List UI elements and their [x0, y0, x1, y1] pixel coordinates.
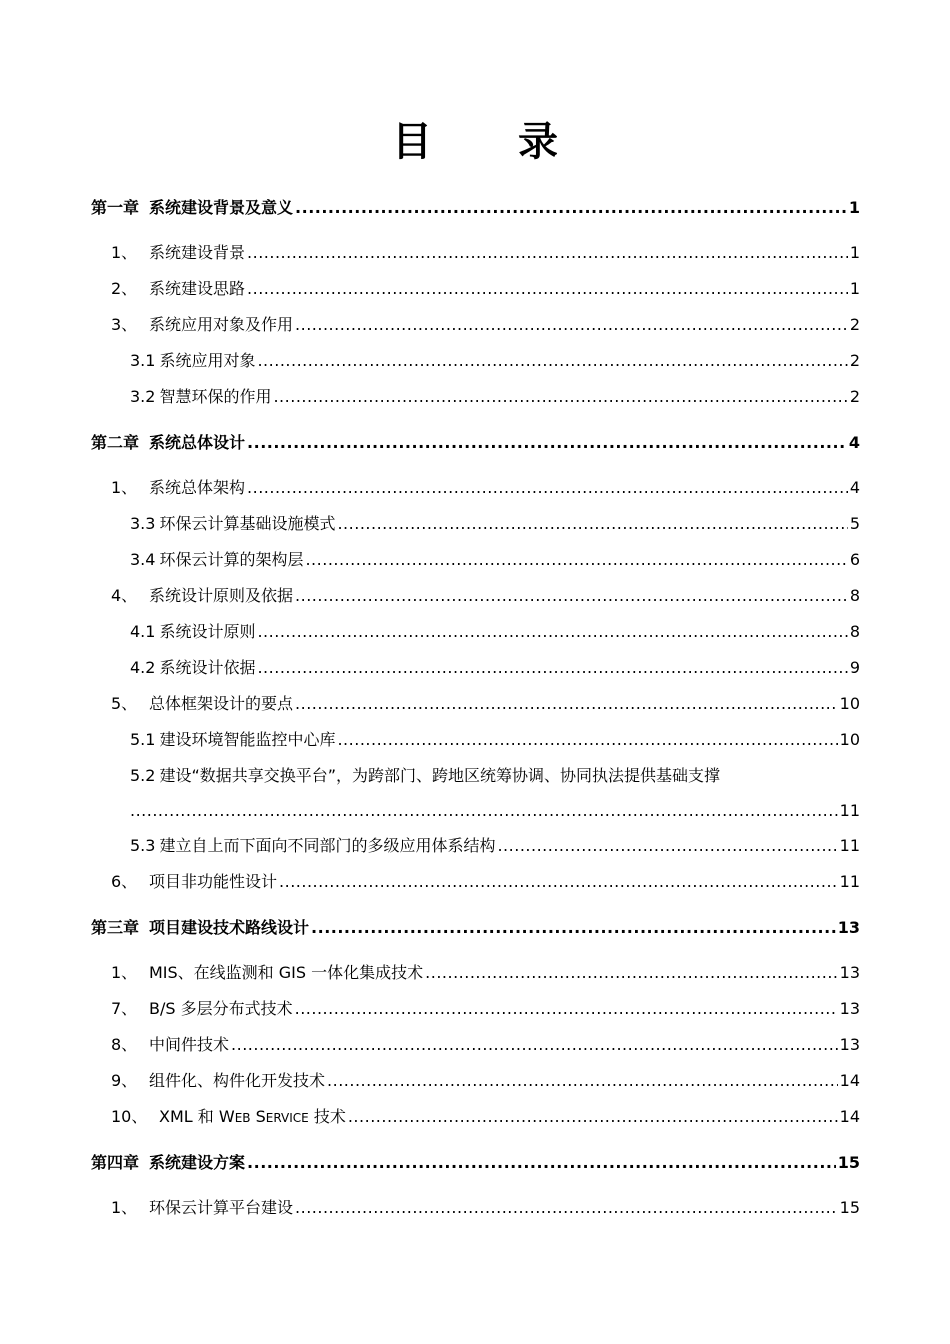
toc-title-part: XML 和 W — [159, 1107, 235, 1126]
toc-title: 系统总体设计 — [149, 433, 246, 452]
toc-title: 环保云计算的架构层 — [159, 550, 304, 569]
toc-number: 4、 — [111, 586, 138, 605]
toc-entry-subsection[interactable] — [130, 834, 860, 858]
toc-entry-subsection[interactable] — [130, 548, 860, 572]
toc-title: 系统建设方案 — [149, 1153, 246, 1172]
toc-entry-section[interactable] — [111, 277, 860, 301]
toc-title: 建设环境智能监控中心库 — [159, 730, 336, 749]
toc-title: 系统应用对象 — [159, 351, 256, 370]
toc-entry-subsection[interactable] — [130, 728, 860, 752]
toc-entry-subsection[interactable] — [130, 620, 860, 644]
toc-entry-subsection[interactable] — [130, 385, 860, 409]
toc-page-number: 1 — [849, 279, 860, 298]
toc-entry-section[interactable] — [111, 1105, 860, 1130]
toc-page-number: 2 — [849, 387, 860, 406]
toc-title: 系统建设背景及意义 — [149, 198, 294, 217]
toc-page-number: 4 — [849, 478, 860, 497]
dot-leader — [305, 548, 847, 572]
toc-entry-section[interactable] — [111, 1069, 860, 1093]
toc-number: 10、 — [111, 1107, 148, 1126]
toc-entry-subsection[interactable] — [130, 656, 860, 680]
toc-title: 中间件技术 — [149, 1035, 230, 1054]
toc-entry-section[interactable] — [111, 313, 860, 337]
toc-title: 系统设计原则 — [159, 622, 256, 641]
toc-title: 系统设计依据 — [159, 658, 256, 677]
dot-leader — [295, 997, 838, 1021]
toc-number: 2、 — [111, 279, 138, 298]
toc-number: 3、 — [111, 315, 138, 334]
toc-page-number: 15 — [839, 1198, 860, 1217]
toc-number: 3.3 — [130, 514, 156, 533]
toc-title — [159, 1105, 346, 1130]
toc-entry-section[interactable] — [111, 1033, 860, 1057]
toc-page-number: 11 — [839, 801, 860, 820]
dot-leader — [130, 799, 838, 823]
toc-number: 5、 — [111, 694, 138, 713]
toc-title: 系统设计原则及依据 — [149, 586, 294, 605]
toc-title: 系统建设思路 — [149, 279, 246, 298]
toc-page-number: 2 — [849, 315, 860, 334]
toc-number: 9、 — [111, 1071, 138, 1090]
toc-page-number: 8 — [849, 586, 860, 605]
toc-title: 系统总体架构 — [149, 478, 246, 497]
toc-title-part: ERVICE — [265, 1111, 309, 1125]
toc-title: 总体框架设计的要点 — [149, 694, 294, 713]
toc-title: 环保云计算基础设施模式 — [159, 514, 336, 533]
toc-entry-section[interactable] — [111, 241, 860, 265]
toc-number: 5.1 — [130, 730, 156, 749]
dot-leader — [295, 196, 847, 220]
page-title: 目 录 — [392, 118, 594, 165]
toc-entry-section[interactable] — [111, 1196, 860, 1220]
toc-page-number: 10 — [839, 730, 860, 749]
toc-number: 第四章 — [91, 1153, 140, 1172]
dot-leader — [257, 620, 847, 644]
toc-number: 1、 — [111, 478, 138, 497]
toc-title: 系统建设背景 — [149, 243, 246, 262]
dot-leader — [311, 916, 836, 940]
dot-leader — [327, 1069, 838, 1093]
toc-entry-section[interactable] — [111, 870, 860, 894]
toc-title: B/S 多层分布式技术 — [149, 999, 293, 1018]
toc-number: 7、 — [111, 999, 138, 1018]
toc-entry-section[interactable] — [111, 476, 860, 500]
toc-title: 环保云计算平台建设 — [149, 1198, 294, 1217]
toc-number: 1、 — [111, 243, 138, 262]
toc-number: 3.1 — [130, 351, 156, 370]
toc-entry-subsection[interactable] — [130, 512, 860, 536]
dot-leader — [337, 512, 847, 536]
dot-leader — [247, 1151, 836, 1175]
toc-page-number: 4 — [848, 433, 860, 452]
dot-leader — [247, 241, 848, 265]
toc-page-number: 5 — [849, 514, 860, 533]
toc-entry-chapter[interactable] — [91, 916, 860, 940]
toc-number: 4.2 — [130, 658, 156, 677]
toc-page-number: 11 — [839, 872, 860, 891]
toc-number: 4.1 — [130, 622, 156, 641]
toc-page-number: 10 — [839, 694, 860, 713]
toc-entry-continuation[interactable] — [130, 799, 860, 823]
toc-title: 项目建设技术路线设计 — [149, 918, 310, 937]
dot-leader — [295, 1196, 838, 1220]
toc-page-number: 1 — [848, 198, 860, 217]
toc-entry-subsection[interactable] — [130, 349, 860, 373]
toc-number: 5.2 — [130, 766, 156, 785]
dot-leader — [231, 1033, 838, 1057]
dot-leader — [257, 349, 847, 373]
toc-title-part: 技术 — [308, 1107, 346, 1126]
toc-entry-section[interactable] — [111, 997, 860, 1021]
toc-page-number: 15 — [837, 1153, 860, 1172]
toc-number: 第三章 — [91, 918, 140, 937]
toc-title: 项目非功能性设计 — [149, 872, 278, 891]
toc-page-number: 13 — [839, 963, 860, 982]
toc-title: 建立自上而下面向不同部门的多级应用体系结构 — [159, 836, 496, 855]
toc-entry-chapter[interactable] — [91, 431, 860, 455]
dot-leader — [279, 870, 838, 894]
toc-number: 6、 — [111, 872, 138, 891]
toc-number: 5.3 — [130, 836, 156, 855]
dot-leader — [247, 476, 848, 500]
toc-number: 3.4 — [130, 550, 156, 569]
dot-leader — [247, 431, 847, 455]
toc-title: MIS、在线监测和 GIS 一体化集成技术 — [149, 963, 424, 982]
toc-title: 组件化、构件化开发技术 — [149, 1071, 326, 1090]
dot-leader — [337, 728, 837, 752]
dot-leader — [295, 692, 838, 716]
toc-number: 3.2 — [130, 387, 156, 406]
toc-page-number: 1 — [849, 243, 860, 262]
toc-page-number: 13 — [839, 1035, 860, 1054]
toc-title: 建设“数据共享交换平台”，为跨部门、跨地区统筹协调、协同执法提供基础支撑 — [159, 766, 721, 785]
toc-entry-section[interactable] — [111, 961, 860, 985]
toc-title-part: S — [250, 1107, 266, 1126]
toc-page-number: 13 — [837, 918, 860, 937]
toc-entry-chapter[interactable] — [91, 196, 860, 220]
dot-leader — [257, 656, 847, 680]
toc-entry-subsection[interactable] — [130, 764, 860, 788]
toc-number: 第一章 — [91, 198, 140, 217]
toc-page-number: 13 — [839, 999, 860, 1018]
toc-page-number: 11 — [839, 836, 860, 855]
toc-entry-section[interactable] — [111, 692, 860, 716]
toc-page-number: 8 — [849, 622, 860, 641]
dot-leader — [295, 313, 848, 337]
toc-number: 第二章 — [91, 433, 140, 452]
toc-number: 1、 — [111, 963, 138, 982]
toc-title: 系统应用对象及作用 — [149, 315, 294, 334]
toc-number: 8、 — [111, 1035, 138, 1054]
toc-page-number: 14 — [839, 1107, 860, 1126]
dot-leader — [247, 277, 848, 301]
dot-leader — [295, 584, 848, 608]
toc-page-number: 2 — [849, 351, 860, 370]
dot-leader — [425, 961, 838, 985]
dot-leader — [497, 834, 837, 858]
toc-title: 智慧环保的作用 — [159, 387, 272, 406]
toc-page-number: 14 — [839, 1071, 860, 1090]
toc-title-part: EB — [234, 1111, 251, 1125]
toc-entry-chapter[interactable] — [91, 1151, 860, 1175]
toc-entry-section[interactable] — [111, 584, 860, 608]
dot-leader — [273, 385, 847, 409]
toc-page-number: 6 — [849, 550, 860, 569]
toc-number: 1、 — [111, 1198, 138, 1217]
toc-page-number: 9 — [849, 658, 860, 677]
dot-leader — [348, 1105, 838, 1129]
